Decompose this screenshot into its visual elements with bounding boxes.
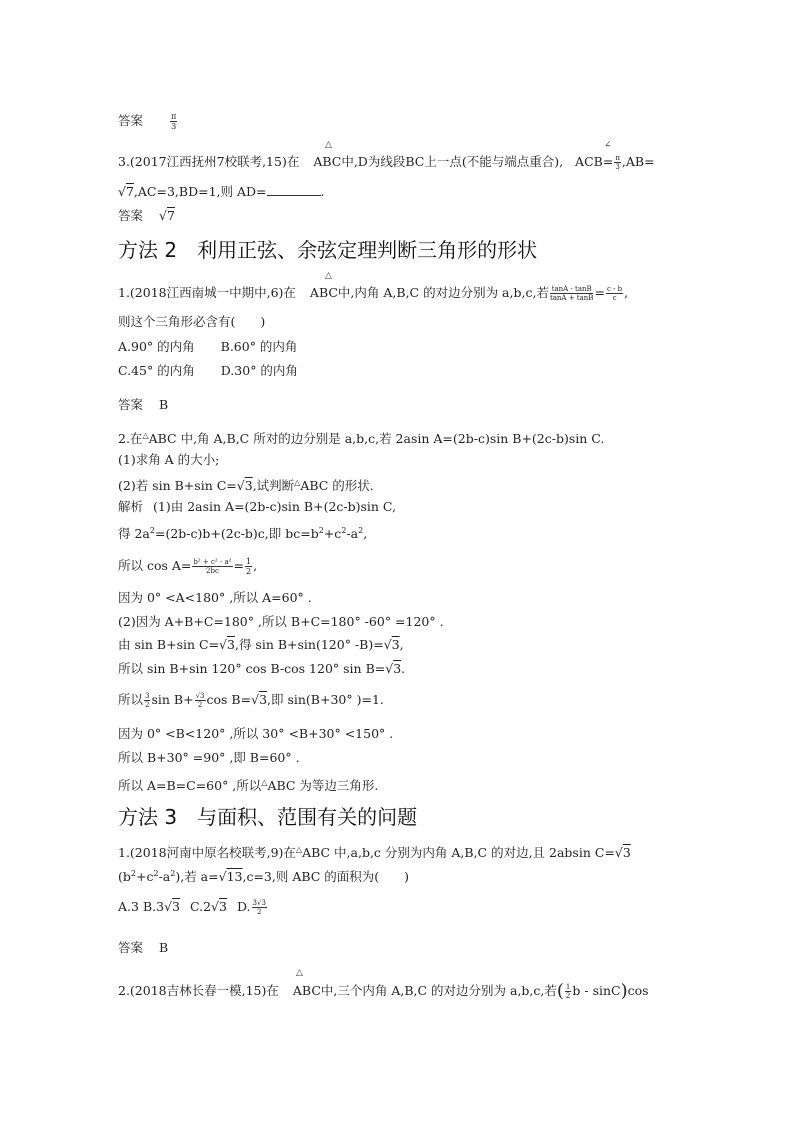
option-a: A.90° 的内角	[118, 339, 195, 354]
method-3-heading: 方法 3 与面积、范围有关的问题	[118, 805, 418, 829]
question-3-line-1: 3.(2017江西抚州7校联考,15)在 ABC中,D为线段BC上一点(不能与端点重合), ACB= $\frac{\pi}{3}$ ,AB=	[118, 154, 655, 171]
method-3-question-1-line-2: $(b^2+c^2-a^2)$,若 a=√13,c=3,则 ABC 的面积为( )	[118, 869, 410, 885]
option-d: D. $\frac{3√3}{2}$	[236, 899, 266, 916]
answer-fraction: $\frac{\pi}{3}$	[170, 112, 177, 131]
method-3-question-2-line-1: 2.(2018吉林长春一模,15)在 ABC中,三个内角 A,B,C 的对边分别为 a,b,c,若( $\frac{1}{2}$ b - sinC)cos	[118, 980, 649, 1002]
tan-fraction: $\frac{\tan A - \tan B}{\tan A + \tan B}$	[549, 285, 594, 302]
solution-line-2: 得 $2a^2=(2b-c)b+(2c-b)c$,即 $bc=b^2+c^2-a^2$,	[118, 526, 368, 542]
method-3-options	[118, 899, 268, 916]
solution-label: 解析	[118, 499, 144, 514]
three-halves-fraction: $\frac{3}{2}$	[145, 692, 150, 709]
angle-fraction: $\frac{\pi}{3}$	[615, 154, 620, 171]
solution-line-6: 由 sin B+sin C=√3,得 sin B+sin(120° -B)=√3,	[118, 637, 404, 652]
method-2-question-2-line-2: (1)求角 A 的大小;	[118, 452, 220, 467]
method-2-heading: 方法 2 利用正弦、余弦定理判断三角形的形状	[118, 238, 538, 262]
root3-half-fraction: $\frac{√3}{2}$	[195, 692, 205, 709]
method-2-question-2-line-3: (2)若 sin B+sin C=√3,试判断△ABC 的形状.	[118, 478, 374, 494]
cos-fraction: $\frac{\text{b² + c² - a²}}{2bc}$	[193, 558, 232, 575]
solution-line-8: 所以 $\frac{3}{2}$ sin B+ $\frac{√3}{2}$ cos B=√3,即 sin(B+30° )=1.	[118, 692, 384, 709]
answer-blank	[267, 183, 321, 196]
cb-fraction: $\frac{c - b}{c}$	[606, 285, 623, 302]
solution-line-4: 因为 0° <A<180° ,所以 A=60° .	[118, 590, 312, 605]
solution-line-5: (2)因为 A+B+C=180° ,所以 B+C=180° -60° =120° .	[118, 614, 444, 629]
option-c: C.45° 的内角	[118, 363, 195, 378]
triangle-symbol: △	[325, 140, 332, 150]
options-row-1	[118, 339, 297, 355]
method-2-question-1-line-2: 则这个三角形必含有( )	[118, 314, 266, 329]
answer-row-3: 答案 B	[118, 397, 169, 412]
option-b: B.60° 的内角	[220, 339, 298, 354]
option-a: A.3	[118, 899, 139, 914]
option-d: D.30° 的内角	[220, 363, 298, 378]
option-c: C.2√3	[190, 899, 227, 914]
options-row-2	[118, 363, 298, 379]
solution-line-1: 解析 (1)由 2asin A=(2b-c)sin B+(2c-b)sin C,	[118, 499, 397, 514]
half-fraction: $\frac{1}{2}$	[246, 557, 252, 576]
question-3-line-2: √7,AC=3,BD=1,则 AD= .	[118, 184, 325, 199]
method-2-question-2-line-1: 2.在△ABC 中,角 A,B,C 所对的边分别是 a,b,c,若 2asin A=(2b-c)sin B+(2c-b)sin C.	[118, 431, 605, 447]
solution-line-3: 所以 cos A= $\frac{\text{b² + c² - a²}}{2bc}$ = $\frac{1}{2}$ ,	[118, 557, 258, 576]
triangle-symbol: △	[296, 968, 303, 978]
answer-row-1	[118, 112, 178, 131]
solution-line-10: 所以 B+30° =90° ,即 B=60° .	[118, 750, 300, 765]
option-b: B.3√3	[142, 899, 180, 914]
solution-line-7: 所以 sin B+sin 120° cos B-cos 120° sin B=√3.	[118, 661, 406, 676]
answer-row-4: 答案 B	[118, 940, 169, 955]
solution-line-11: 所以 A=B=C=60° ,所以△ABC 为等边三角形.	[118, 778, 379, 794]
method-3-question-1-line-1: 1.(2018河南中原名校联考,9)在△ABC 中,a,b,c 分别为内角 A,B,C 的对边,且 2absin C=√3	[118, 845, 631, 861]
method-2-question-1-line-1: 1.(2018江西南城一中期中,6)在 ABC中,内角 A,B,C 的对边分别为 a,b,c,若 $\frac{\tan A - \tan B}{\tan A + \tan B}$ = $\frac{c - b}{c}$ ,	[118, 285, 629, 302]
answer-row-2: 答案 √7	[118, 208, 175, 223]
answer-label: 答案	[118, 113, 144, 128]
angle-symbol: ∠	[604, 140, 612, 150]
triangle-symbol: △	[325, 271, 332, 281]
solution-line-9: 因为 0° <B<120° ,所以 30° <B+30° <150° .	[118, 726, 394, 741]
